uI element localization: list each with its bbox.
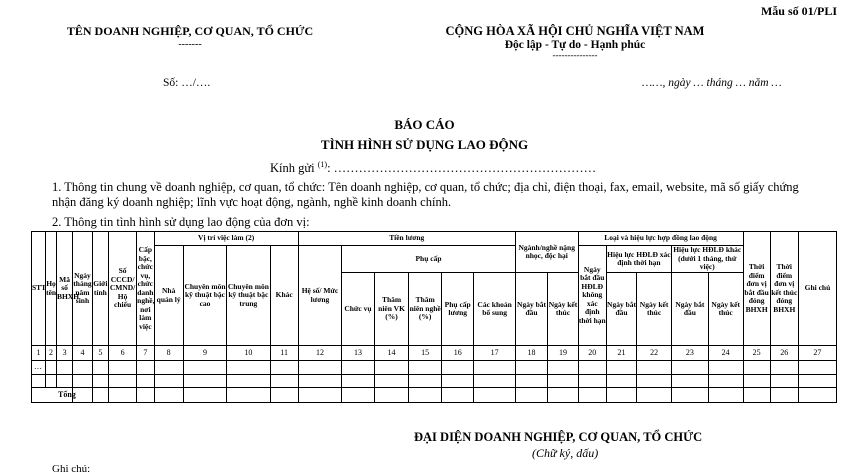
col-num: 20 — [578, 346, 606, 361]
table-row — [32, 374, 837, 387]
form-code: Mẫu số 01/PLI — [760, 4, 837, 18]
header-salary: Tiền lương — [298, 232, 515, 246]
header-allowance: Phụ cấp — [342, 246, 516, 273]
header-hazard: Ngành/nghề nặng nhọc, độc hại — [515, 232, 578, 273]
labor-info-paragraph: 2. Thông tin tình hình sử dụng lao động của đơn vị: — [52, 215, 310, 229]
header-al-seniority: Thâm niên VK (%) — [374, 273, 409, 346]
col-num: 1 — [32, 346, 46, 361]
table-row — [32, 361, 837, 374]
labor-usage-table — [31, 231, 837, 403]
signature-note: (Chữ ký, dấu) — [532, 446, 599, 460]
col-num: 24 — [708, 346, 743, 361]
col-num: 7 — [137, 346, 154, 361]
col-num: 26 — [770, 346, 798, 361]
header-name: Họ tên — [46, 232, 57, 346]
date-line: ……, ngày … tháng … năm … — [642, 77, 782, 89]
header-note: Ghi chú — [798, 232, 836, 346]
header-hazard-start: Ngày bắt đầu — [515, 273, 548, 346]
header-ins-end: Thời điểm đơn vị kết thúc đóng BHXH — [770, 232, 798, 346]
col-num: 13 — [342, 346, 375, 361]
header-def-end: Ngày kết thúc — [637, 273, 672, 346]
col-num: 11 — [270, 346, 298, 361]
header-stt: STT — [32, 232, 46, 346]
header-ct-indefinite: Ngày bắt đầu HĐLĐ không xác định thời hạn — [578, 246, 606, 346]
organization-divider: ------- — [178, 39, 202, 50]
nation-name: CỘNG HÒA XÃ HỘI CHỦ NGHĨA VIỆT NAM — [445, 24, 705, 38]
header-contract: Loại và hiệu lực hợp đồng lao động — [578, 232, 743, 246]
general-info-paragraph: 1. Thông tin chung về doanh nghiệp, cơ quan, tổ chức: Tên doanh nghiệp, cơ quan, tổ chức; địa chỉ, điện thoại, fax, email, website, mã số giấy chứng nhận đăng ký doanh nghiệp; lĩnh vực hoạt động, ngành, nghề kinh doanh chính. — [52, 180, 799, 209]
col-num: 6 — [108, 346, 136, 361]
recipient-label: Kính gửi — [270, 161, 315, 176]
col-num: 15 — [409, 346, 442, 361]
header-hazard-end: Ngày kết thúc — [548, 273, 578, 346]
col-num: 23 — [671, 346, 708, 361]
document-number: Số: …/…. — [163, 77, 211, 89]
header-other-start: Ngày bắt đầu — [671, 273, 708, 346]
header-ct-definite: Hiệu lực HĐLĐ xác định thời hạn — [606, 246, 671, 273]
header-rank: Cấp bậc, chức vụ, chức danh nghề, nơi làm việc — [137, 232, 154, 346]
header-dob: Ngày tháng năm sinh — [73, 232, 93, 346]
header-other-end: Ngày kết thúc — [708, 273, 743, 346]
footnote-label: Ghi chú: — [52, 463, 91, 475]
col-num: 5 — [92, 346, 108, 361]
total-row — [32, 387, 837, 402]
header-gender: Giới tính — [92, 232, 108, 346]
col-num: 3 — [56, 346, 72, 361]
col-num: 21 — [606, 346, 636, 361]
col-num: 10 — [227, 346, 270, 361]
total-label: Tổng — [32, 387, 73, 402]
header-al-position: Chức vụ — [342, 273, 375, 346]
header-ins-start: Thời điểm đơn vị bắt đầu đóng BHXH — [743, 232, 770, 346]
col-num: 8 — [154, 346, 183, 361]
header-pos-mid: Chuyên môn kỹ thuật bậc trung — [227, 246, 270, 346]
header-def-start: Ngày bắt đầu — [606, 273, 636, 346]
recipient-footnote-ref: (1) — [317, 160, 328, 169]
header-id: Số CCCD/ CMND/ Hộ chiếu — [108, 232, 136, 346]
header-position: Vị trí việc làm (2) — [154, 232, 298, 246]
header-al-wage: Phụ cấp lương — [441, 273, 474, 346]
col-num: 22 — [637, 346, 672, 361]
header-pos-other: Khác — [270, 246, 298, 346]
header-pos-high: Chuyên môn kỹ thuật bậc cao — [183, 246, 226, 346]
col-num: 27 — [798, 346, 836, 361]
col-num: 4 — [73, 346, 93, 361]
header-sal-base: Hệ số/ Mức lương — [298, 246, 341, 346]
national-header — [405, 24, 745, 60]
organization-name: TÊN DOANH NGHIỆP, CƠ QUAN, TỔ CHỨC — [66, 24, 314, 38]
nation-divider: --------------- — [552, 50, 598, 60]
col-num: 16 — [441, 346, 474, 361]
header-ct-other: Hiệu lực HĐLĐ khác (dưới 1 tháng, thử việc) — [673, 245, 742, 272]
col-num: 17 — [474, 346, 515, 361]
col-num: 25 — [743, 346, 770, 361]
col-num: 9 — [183, 346, 226, 361]
report-title: BÁO CÁO — [394, 117, 455, 132]
header-al-job: Thâm niên nghề (%) — [409, 273, 442, 346]
row-ellipsis: … — [32, 361, 46, 374]
nation-motto: Độc lập - Tự do - Hạnh phúc — [504, 39, 646, 51]
column-number-row — [32, 346, 837, 361]
recipient-line — [270, 160, 596, 176]
header-pos-manager: Nhà quản lý — [154, 246, 183, 346]
col-num: 14 — [374, 346, 409, 361]
recipient-dots: : ……………………………………………………… — [327, 161, 597, 176]
col-num: 12 — [298, 346, 341, 361]
organization-header — [30, 24, 350, 50]
report-subtitle: TÌNH HÌNH SỬ DỤNG LAO ĐỘNG — [320, 137, 529, 152]
col-num: 19 — [548, 346, 578, 361]
header-bhxh: Mã số BHXH — [56, 232, 72, 346]
representative-title: ĐẠI DIỆN DOANH NGHIỆP, CƠ QUAN, TỔ CHỨC — [414, 430, 703, 444]
col-num: 18 — [515, 346, 548, 361]
header-al-extra: Các khoản bổ sung — [474, 273, 515, 346]
col-num: 2 — [46, 346, 57, 361]
